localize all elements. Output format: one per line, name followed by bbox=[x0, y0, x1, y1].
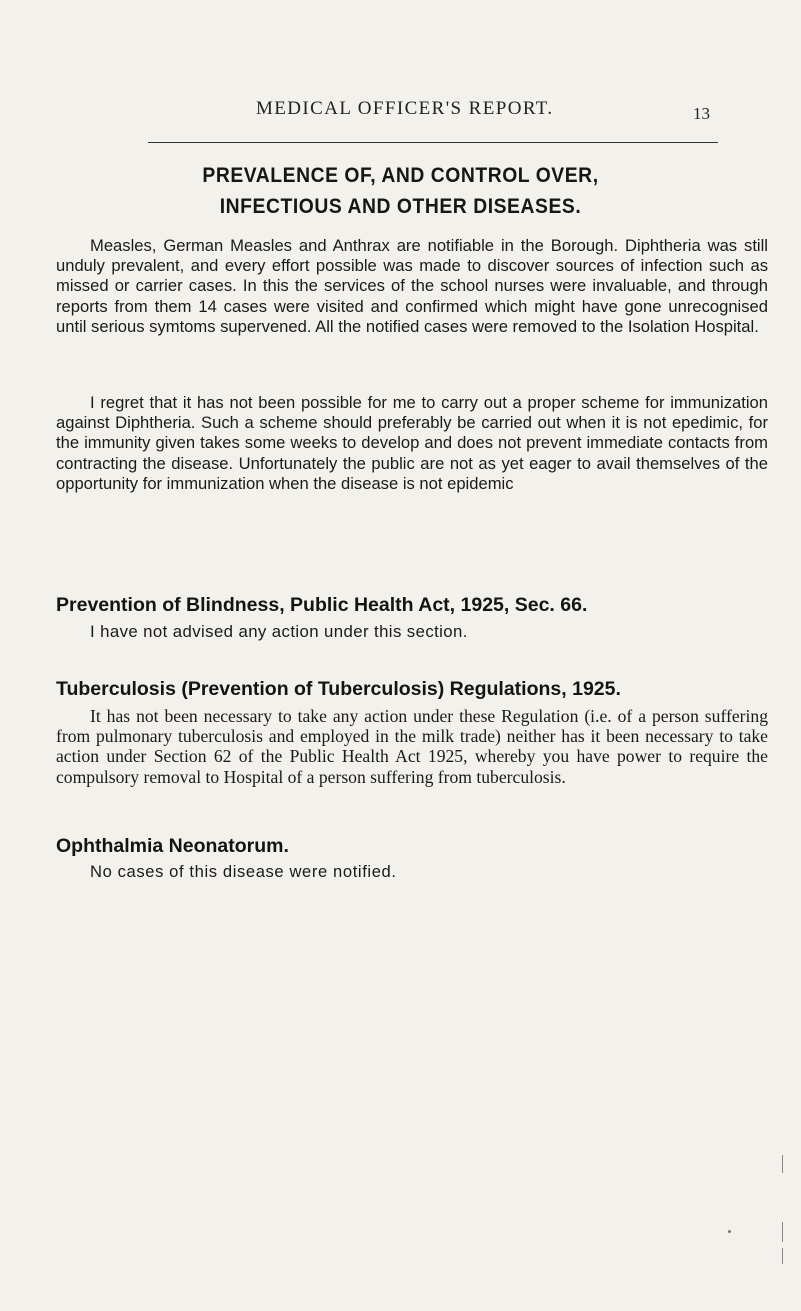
paragraph-immunization: I regret that it has not been possible for me to carry out a proper scheme for immunization against Diphtheria. Such a scheme should preferably be carried out when it is not epedimic, for the immunity given takes some weeks to develop and does not prevent immediate contacts from contracting the disease. Unfortunately the public are not as yet eager to avail themselves of the opportunity for immunization when the disease is not epidemic bbox=[56, 393, 768, 493]
margin-scan-mark bbox=[782, 1222, 783, 1242]
margin-scan-mark bbox=[782, 1248, 783, 1264]
running-title: MEDICAL OFFICER'S REPORT. bbox=[256, 98, 554, 119]
scan-speck bbox=[728, 1230, 731, 1233]
page-title-line-1: PREVALENCE OF, AND CONTROL OVER, bbox=[202, 164, 599, 187]
section-text-ophthalmia: No cases of this disease were notified. bbox=[90, 862, 397, 881]
page-title-line-2: INFECTIOUS AND OTHER DISEASES. bbox=[219, 195, 582, 218]
section-text-tuberculosis: It has not been necessary to take any action under these Regulation (i.e. of a person suffering from pulmonary tuberculosis and employed in the milk trade) neither has it been necessary to take action under Section 62 of the Public Health Act 1925, whereby you have power to require the compulsory removal to Hospital of a person suffering from tuberculosis. bbox=[56, 706, 768, 787]
header-rule bbox=[148, 142, 718, 143]
section-heading-tuberculosis: Tuberculosis (Prevention of Tuberculosis) Regulations, 1925. bbox=[56, 678, 621, 700]
section-heading-ophthalmia: Ophthalmia Neonatorum. bbox=[56, 835, 289, 857]
page-number: 13 bbox=[693, 104, 710, 123]
page-title bbox=[0, 160, 801, 222]
section-heading-blindness: Prevention of Blindness, Public Health Act, 1925, Sec. 66. bbox=[56, 594, 588, 616]
section-text-blindness: I have not advised any action under this section. bbox=[90, 622, 468, 641]
paragraph-infectious-diseases: Measles, German Measles and Anthrax are notifiable in the Borough. Diphtheria was still unduly prevalent, and every effort possible was made to discover sources of infection such as missed or carrier cases. In this the services of the school nurses were invaluable, and through reports from them 14 cases were visited and confirmed which might have gone unrecognised until serious symtoms supervened. All the notified cases were removed to the Isolation Hospital. bbox=[56, 236, 768, 336]
margin-scan-mark bbox=[782, 1155, 783, 1173]
